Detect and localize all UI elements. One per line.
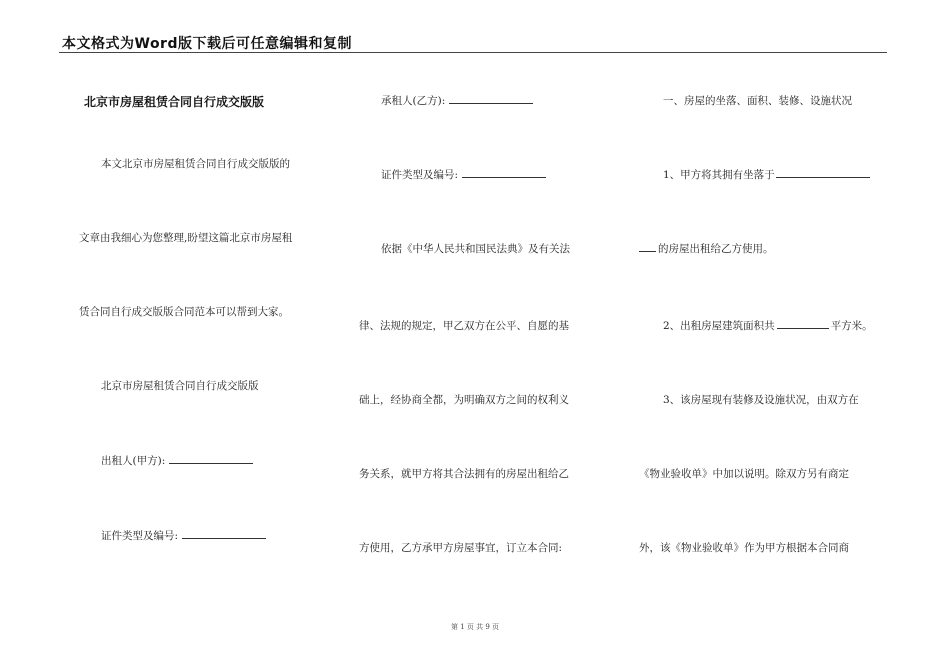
item-3-line-1: 3、该房屋现有装修及设施状况，由双方在	[663, 394, 859, 406]
document-title: 北京市房屋租赁合同自行成交版版	[84, 95, 265, 109]
lessee-label: 承租人(乙方):	[381, 95, 446, 107]
item-1-text: 1、甲方将其拥有坐落于	[663, 169, 775, 181]
lessor-id-field	[101, 528, 266, 543]
basis-line-5: 方使用，乙方承甲方房屋事宜，订立本合同:	[359, 542, 563, 554]
lessee-id-field	[381, 167, 546, 182]
header-divider	[59, 52, 887, 53]
basis-line-1: 依据《中华人民共和国民法典》及有关法	[381, 243, 570, 255]
basis-line-2: 律、法规的规定，甲乙双方在公平、自愿的基	[359, 320, 569, 332]
lessee-field	[381, 93, 533, 108]
address-blank	[776, 167, 870, 178]
area-blank	[777, 318, 829, 329]
lessor-label: 出租人(甲方):	[101, 455, 166, 467]
page-number: 第 1 页 共 9 页	[450, 623, 500, 631]
section-heading-1: 一、房屋的坐落、面积、装修、设施状况	[663, 95, 852, 107]
lessee-id-label: 证件类型及编号:	[381, 169, 459, 181]
lessor-blank	[169, 453, 253, 464]
intro-line-3: 赁合同自行成交版版合同范本可以帮到大家。	[79, 306, 289, 318]
item-3-line-2: 《物业验收单》中加以说明。除双方另有商定	[639, 468, 849, 480]
lessee-id-blank	[462, 167, 546, 178]
lessee-blank	[449, 93, 533, 104]
item-2-unit: 平方米。	[830, 320, 873, 332]
lessor-field	[101, 453, 253, 468]
intro-line-2: 文章由我细心为您整理,盼望这篇北京市房屋租	[79, 232, 293, 244]
header-banner: 本文格式为Word版下载后可任意编辑和复制	[62, 36, 352, 52]
item-1-text-cont: 的房屋出租给乙方使用。	[658, 243, 774, 255]
lessor-id-blank	[182, 528, 266, 539]
lessor-id-label: 证件类型及编号:	[101, 530, 179, 542]
intro-line-1: 本文北京市房屋租赁合同自行成交版版的	[101, 158, 290, 170]
contract-subtitle: 北京市房屋租赁合同自行成交版版	[101, 380, 259, 392]
item-2-line	[663, 318, 873, 333]
item-3-line-3: 外，该《物业验收单》作为甲方根据本合同商	[639, 542, 849, 554]
basis-line-4: 务关系，就甲方将其合法拥有的房屋出租给乙	[359, 468, 569, 480]
item-1-line-1	[663, 167, 870, 182]
item-2-text: 2、出租房屋建筑面积共	[663, 320, 775, 332]
address-blank-cont	[639, 241, 656, 252]
item-1-line-2	[639, 241, 774, 256]
basis-line-3: 础上，经协商全都，为明确双方之间的权利义	[359, 394, 569, 406]
